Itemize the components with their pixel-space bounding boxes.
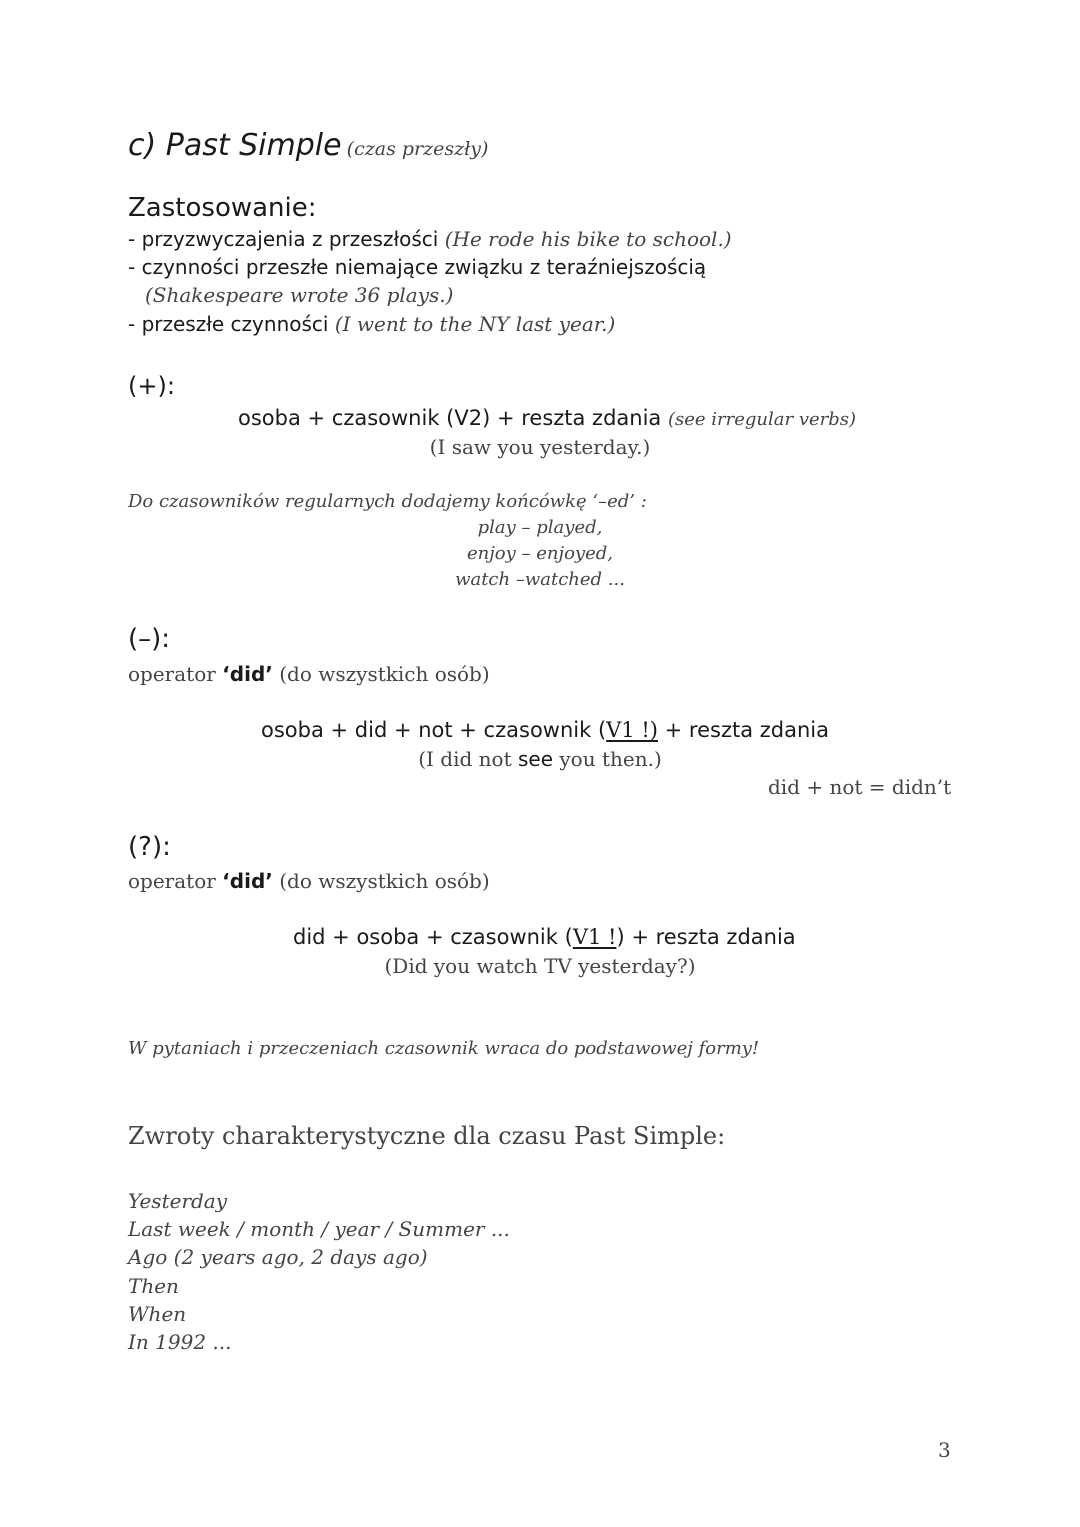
negative-formula-start: osoba + did + not + czasownik (	[261, 718, 607, 742]
phrase-item: Last week / month / year / Summer ...	[128, 1217, 510, 1241]
operator-word: ‘did’	[222, 662, 273, 686]
operator-word: ‘did’	[222, 869, 273, 893]
operator-suffix: (do wszystkich osób)	[279, 662, 490, 686]
regular-example: enjoy – enjoyed,	[466, 543, 613, 564]
usage-title: Zastosowanie:	[128, 193, 317, 223]
usage-item-text: - przeszłe czynności	[128, 312, 329, 336]
negative-formula	[261, 718, 829, 742]
usage-item-text: - przyzwyczajenia z przeszłości	[128, 227, 439, 251]
negative-contraction: did + not = didn’t	[768, 775, 952, 799]
positive-formula-text: osoba + czasownik (V2) + reszta zdania	[238, 406, 662, 430]
phrase-item: Ago (2 years ago, 2 days ago)	[128, 1245, 428, 1269]
phrase-item: In 1992 ...	[128, 1330, 232, 1354]
page-title	[128, 128, 488, 163]
question-formula-end: ) + reszta zdania	[616, 925, 796, 949]
regular-example: watch –watched ...	[455, 569, 625, 590]
note: W pytaniach i przeczeniach czasownik wraca do podstawowej formy!	[128, 1038, 760, 1059]
operator-prefix: operator	[128, 662, 216, 686]
question-operator-line	[128, 869, 490, 893]
negative-formula-end: + reszta zdania	[657, 718, 829, 742]
negative-label: (–):	[128, 624, 171, 654]
question-label: (?):	[128, 832, 171, 862]
page-number: 3	[938, 1438, 951, 1462]
negative-example-bold: see	[517, 747, 554, 771]
negative-example	[0, 747, 1080, 771]
usage-item-example: (I went to the NY last year.)	[334, 312, 616, 336]
title-subtitle: (czas przeszły)	[346, 138, 489, 160]
question-example: (Did you watch TV yesterday?)	[384, 954, 696, 978]
regular-verbs-note: Do czasowników regularnych dodajemy końcówkę ‘–ed’ :	[128, 491, 647, 512]
phrase-item: Then	[128, 1274, 179, 1298]
usage-item-example: (He rode his bike to school.)	[444, 227, 732, 251]
phrases-title: Zwroty charakterystyczne dla czasu Past Simple:	[128, 1122, 726, 1150]
positive-formula-note: (see irregular verbs)	[667, 409, 857, 430]
positive-label: (+):	[128, 372, 175, 400]
regular-example: play – played,	[477, 517, 603, 538]
question-formula	[293, 925, 796, 949]
negative-example-end: you then.)	[553, 747, 662, 771]
usage-item-2-example: (Shakespeare wrote 36 plays.)	[145, 283, 454, 307]
question-formula-start: did + osoba + czasownik (	[293, 925, 573, 949]
usage-item-2: - czynności przeszłe niemające związku z teraźniejszością	[128, 255, 707, 279]
negative-formula-verb: V1 !)	[606, 718, 658, 742]
phrase-item: Yesterday	[128, 1189, 228, 1213]
usage-item-3	[128, 312, 615, 336]
positive-example: (I saw you yesterday.)	[429, 435, 651, 459]
negative-operator-line	[128, 662, 490, 686]
phrase-item: When	[128, 1302, 187, 1326]
usage-item-1	[128, 227, 732, 251]
operator-suffix: (do wszystkich osób)	[279, 869, 490, 893]
title-text: c) Past Simple	[128, 128, 342, 163]
question-formula-verb: V1 !	[572, 925, 617, 949]
positive-formula	[238, 406, 856, 430]
operator-prefix: operator	[128, 869, 216, 893]
negative-example-start: (I did not	[418, 747, 518, 771]
